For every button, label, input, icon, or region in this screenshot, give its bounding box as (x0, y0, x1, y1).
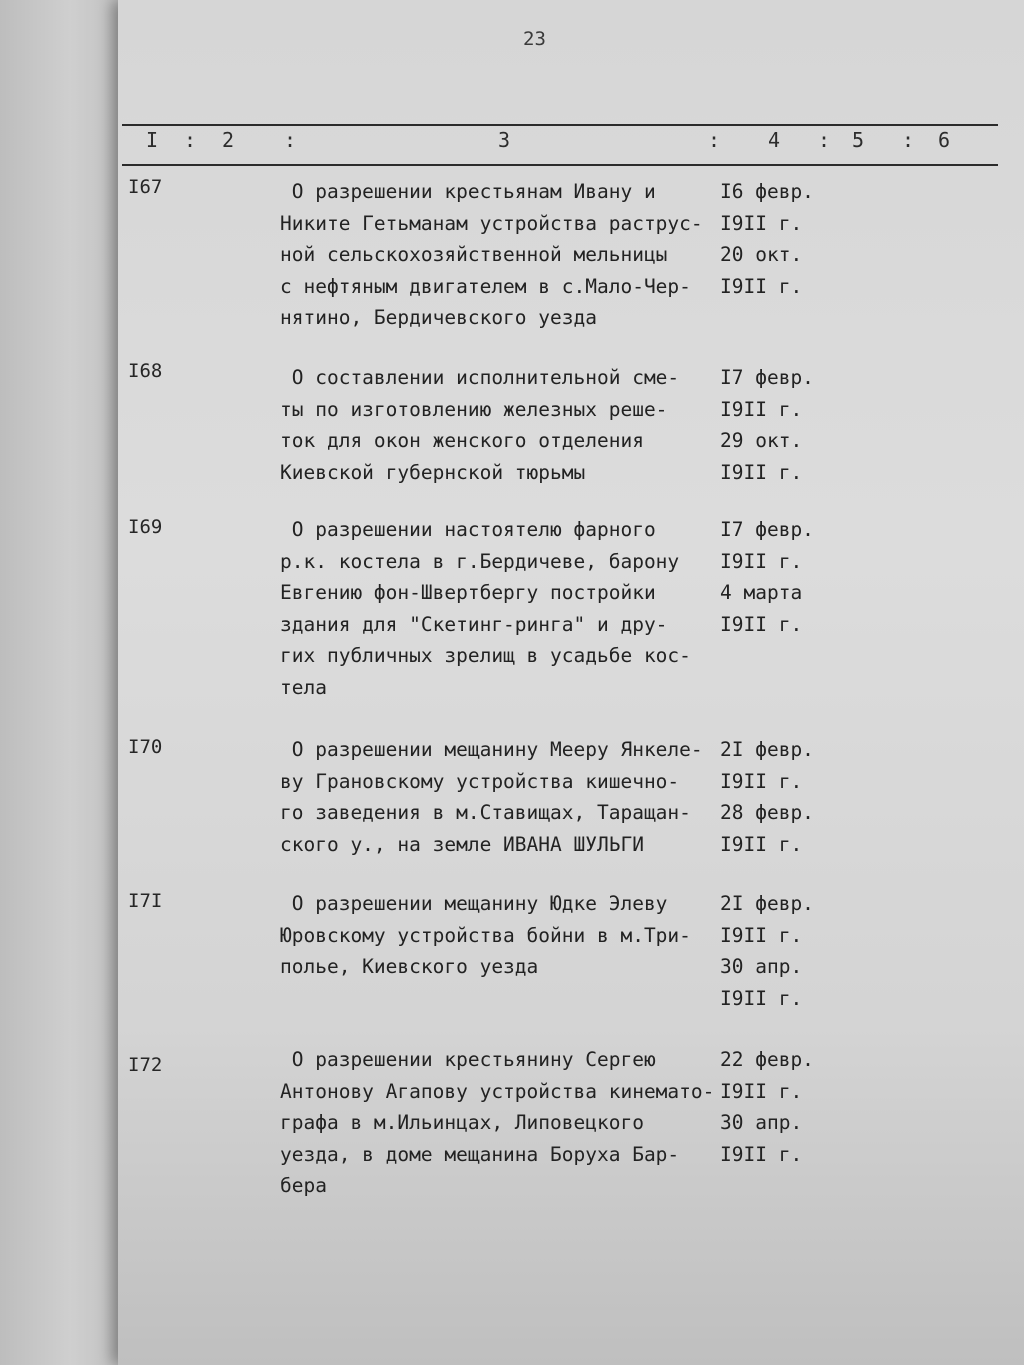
entry-title-line: Киевской губернской тюрьмы (280, 460, 586, 484)
entry-title (280, 362, 730, 488)
entry-title-line: О разрешении крестьянам Ивану и (280, 180, 656, 203)
entry-number: I72 (128, 1054, 163, 1076)
entry-number: I67 (128, 176, 163, 198)
entry-end-date: 30 апр. (720, 955, 803, 978)
entry-dates (720, 514, 850, 640)
entry-title (280, 1044, 730, 1202)
entry-title-line: ток для окон женского отделения (280, 429, 644, 452)
entry-end-date: 30 апр. (720, 1111, 803, 1134)
entry-end-year: I9II г. (720, 460, 803, 484)
column-header-6: 6 (938, 128, 951, 152)
column-separator: : (902, 128, 915, 152)
entry-start-date: I6 февр. (720, 180, 814, 203)
entry-title-line: Евгению фон-Швертбергу постройки (280, 581, 656, 604)
entry-title-line: здания для "Скетинг-ринга" и дру- (280, 612, 668, 636)
entry-end-date: 20 окт. (720, 243, 803, 266)
entry-start-date: I7 февр. (720, 366, 814, 389)
entry-end-date: 4 марта (720, 581, 803, 604)
entry-title-line: Никите Гетьманам устройства раструс- (280, 211, 703, 235)
entry-title-line: Юровскому устройства бойни в м.Три- (280, 923, 691, 947)
column-separator: : (708, 128, 721, 152)
entry-start-date: 2I февр. (720, 738, 814, 761)
entry-start-year: I9II г. (720, 923, 803, 947)
page-number: 23 (523, 28, 546, 50)
entry-start-year: I9II г. (720, 769, 803, 793)
entry-start-date: 22 февр. (720, 1048, 814, 1071)
entry-dates (720, 362, 850, 488)
entry-title-line: ву Грановскому устройства кишечно- (280, 769, 680, 793)
column-header-3: 3 (498, 128, 511, 152)
entry-title-line: ского у., на земле ИВАНА ШУЛЬГИ (280, 832, 644, 856)
column-separator: : (284, 128, 297, 152)
entry-title-line: О составлении исполнительной сме- (280, 366, 680, 389)
entry-title-line: с нефтяным двигателем в с.Мало-Чер- (280, 274, 691, 298)
entry-number: I7I (128, 890, 163, 912)
entry-dates (720, 1044, 850, 1170)
entry-title-line: графа в м.Ильинцах, Липовецкого (280, 1111, 644, 1134)
entry-start-year: I9II г. (720, 397, 803, 421)
entry-title-line: ной сельскохозяйственной мельницы (280, 243, 668, 266)
entry-start-year: I9II г. (720, 211, 803, 235)
entry-title-line: ты по изготовлению железных реше- (280, 397, 668, 421)
entry-start-year: I9II г. (720, 549, 803, 573)
entry-dates (720, 734, 850, 860)
entry-end-year: I9II г. (720, 274, 803, 298)
entry-title-line: тела (280, 675, 327, 699)
column-header-4: 4 (768, 128, 781, 152)
entry-end-date: 29 окт. (720, 429, 803, 452)
entry-title-line: бера (280, 1174, 327, 1197)
entry-title (280, 176, 730, 334)
table-top-rule (122, 124, 998, 126)
entry-start-date: 2I февр. (720, 892, 814, 915)
entry-title-line: О разрешении мещанину Юдке Элеву (280, 892, 668, 915)
entry-title (280, 514, 730, 703)
entry-title-line: р.к. костела в г.Бердичеве, барону (280, 549, 680, 573)
entry-dates (720, 176, 850, 302)
entry-title-line: О разрешении мещанину Мееру Янкеле- (280, 738, 703, 761)
table-header-rule (122, 164, 998, 166)
entry-end-year: I9II г. (720, 986, 803, 1010)
entry-start-date: I7 февр. (720, 518, 814, 541)
entry-end-date: 28 февр. (720, 801, 814, 824)
entry-end-year: I9II г. (720, 612, 803, 636)
entry-dates (720, 888, 850, 1014)
entry-end-year: I9II г. (720, 832, 803, 856)
entry-title-line: нятино, Бердичевского уезда (280, 306, 597, 329)
entry-number: I69 (128, 516, 163, 538)
entry-number: I70 (128, 736, 163, 758)
entry-number: I68 (128, 360, 163, 382)
column-header-5: 5 (852, 128, 865, 152)
entry-title-line: гих публичных зрелищ в усадьбе кос- (280, 644, 691, 667)
entry-title-line: полье, Киевского уезда (280, 955, 539, 978)
entry-title (280, 888, 730, 983)
entry-title-line: уезда, в доме мещанина Боруха Бар- (280, 1142, 680, 1166)
column-separator: : (818, 128, 831, 152)
column-separator: : (184, 128, 197, 152)
entry-title-line: Антонову Агапову устройства кинемато- (280, 1079, 715, 1103)
entry-end-year: I9II г. (720, 1142, 803, 1166)
entry-title (280, 734, 730, 860)
entry-title-line: О разрешении крестьянину Сергею (280, 1048, 656, 1071)
column-header-1: I (146, 128, 159, 152)
entry-title-line: О разрешении настоятелю фарного (280, 518, 656, 541)
entry-title-line: го заведения в м.Ставищах, Таращан- (280, 801, 691, 824)
entry-start-year: I9II г. (720, 1079, 803, 1103)
column-header-2: 2 (222, 128, 235, 152)
